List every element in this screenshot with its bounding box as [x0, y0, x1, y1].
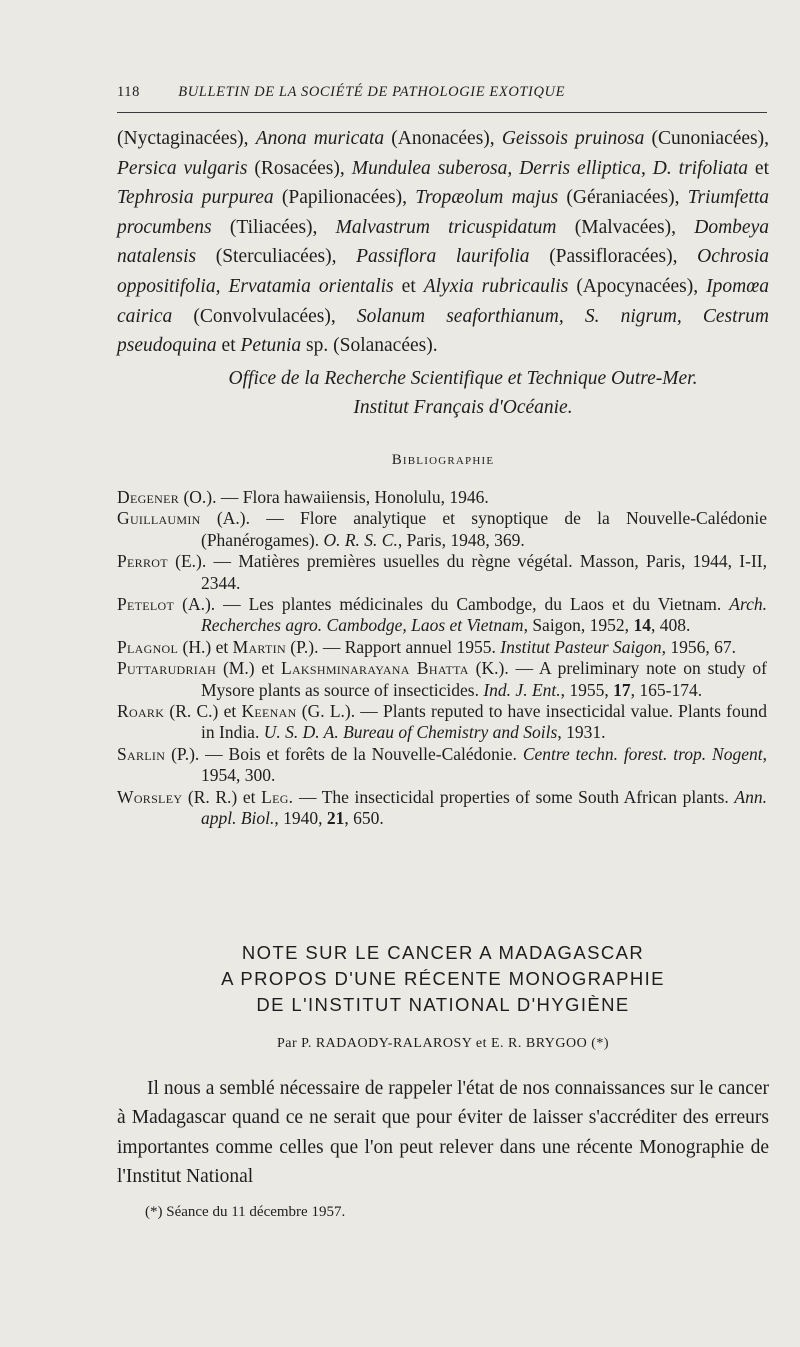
species-name: Anona muricata — [255, 128, 385, 149]
journal-name: Arch. Recherches agro. Cambodge, Laos et Vietnam — [201, 594, 767, 636]
reference-entry — [117, 658, 767, 701]
journal-name: O. R. S. C. — [323, 529, 398, 550]
reference-text: (R. C.) et — [164, 701, 242, 722]
reference-entry — [117, 787, 767, 830]
article-title-line: DE L'INSTITUT NATIONAL D'HYGIÈNE — [256, 994, 630, 1015]
author-name: Degener — [117, 487, 180, 507]
reference-text: (A.). — Les plantes médicinales du Cambodge, du Laos et du Vietnam. — [174, 594, 730, 615]
bibliography-heading: Bibliographie — [391, 452, 495, 468]
reference-text: , 1954, 300. — [201, 743, 767, 786]
species-name: Passiflora laurifolia — [356, 246, 530, 268]
text-run: et — [393, 275, 424, 297]
reference-text: — The insecticidal properties of some South African plants. — [293, 786, 735, 807]
species-name: Solanum seaforthianum, S. nigrum, Cestrum pseudoquina — [117, 305, 769, 357]
text-run: et — [748, 157, 770, 179]
author-name: Plagnol — [117, 636, 179, 657]
reference-text: (H.) et — [178, 636, 233, 657]
reference-text: (R. R.) et — [182, 786, 262, 807]
species-name: Ipomœa cairica — [117, 275, 770, 327]
text-run: (Convolvulacées), — [172, 305, 357, 327]
species-name: Triumfetta procumbens — [117, 187, 770, 238]
author-name: Keenan — [241, 701, 297, 722]
bibliography-list — [117, 487, 767, 830]
author-name: Leg. — [261, 786, 294, 807]
article-title-line: NOTE SUR LE CANCER A MADAGASCAR — [241, 942, 645, 963]
page-number: 118 — [117, 84, 141, 100]
volume-number: 21 — [326, 808, 345, 829]
text-run: (Papilionacées), — [273, 187, 416, 209]
journal-name: Centre techn. forest. trop. Nogent — [522, 743, 763, 764]
journal-name: U. S. D. A. Bureau of Chemistry and Soils — [263, 722, 558, 743]
author-name: Perrot — [117, 551, 168, 572]
reference-entry — [117, 487, 767, 508]
author-name: Puttarudriah — [117, 658, 217, 679]
text-run: (Géraniacées), — [558, 187, 688, 209]
reference-entry — [117, 508, 767, 551]
species-name: Mundulea suberosa, Derris elliptica, D. trifoliata — [351, 157, 748, 179]
author-name: Guillaumin — [117, 508, 201, 529]
text-run: (Anonacées), — [384, 128, 502, 149]
running-header — [117, 84, 767, 101]
species-name: Petunia — [240, 335, 302, 357]
journal-name: Institut Pasteur Saigon — [500, 636, 662, 657]
text-run: et — [216, 335, 241, 357]
journal-name: Ann. appl. Biol. — [201, 786, 767, 829]
volume-number: 17 — [613, 679, 631, 700]
reference-text: (K.). — A preliminary note on study of Mysore plants as source of insecticides. — [201, 658, 767, 700]
reference-text: , 1955, — [560, 679, 614, 700]
reference-text: , 1956, 67. — [661, 636, 737, 657]
reference-text: (E.). — Matières premières usuelles du règne végétal. Masson, Paris, 1944, I-II, 2344. — [167, 551, 767, 593]
species-name: Persica vulgaris — [117, 157, 248, 179]
species-name: Malvastrum tricuspidatum — [335, 216, 557, 238]
affiliation-line-1: Office de la Recherche Scientifique et Technique Outre-Mer. — [228, 368, 698, 389]
reference-text: , 1931. — [557, 722, 606, 743]
journal-name: Ind. J. Ent. — [483, 679, 561, 700]
reference-text: , 1940, — [274, 808, 327, 829]
text-run: (Rosacées), — [247, 157, 352, 179]
reference-entry — [117, 744, 767, 787]
article-title — [117, 940, 769, 1018]
species-name: Dombeya natalensis — [117, 216, 769, 268]
author-name: Martin — [232, 636, 286, 657]
reference-text: , 408. — [650, 615, 691, 636]
text-run: (Apocynacées), — [568, 275, 707, 297]
reference-entry — [117, 594, 767, 637]
author-name: Lakshminarayana Bhatta — [280, 658, 469, 679]
article-byline: Par P. RADAODY-RALAROSY et E. R. BRYGOO (*) — [276, 1036, 610, 1051]
volume-number: 14 — [633, 615, 651, 636]
text-run: (Cunoniacées), — [644, 128, 769, 149]
species-name: Alyxia rubricaulis — [423, 275, 569, 297]
author-name: Sarlin — [117, 743, 166, 764]
reference-text: , 165-174. — [630, 679, 703, 700]
reference-text: (A.). — Flore analytique et synoptique de la Nouvelle-Calédonie (Phanérogames). — [200, 508, 767, 550]
species-name: Geissois pruinosa — [501, 128, 645, 149]
reference-entry — [117, 701, 767, 744]
author-name: Petelot — [117, 594, 175, 615]
species-name: Tephrosia purpurea — [117, 187, 274, 209]
reference-entry — [117, 551, 767, 594]
journal-title: BULLETIN DE LA SOCIÉTÉ DE PATHOLOGIE EXOTIQUE — [178, 84, 566, 100]
author-name: Roark — [117, 701, 165, 722]
text-run: (Nyctaginacées), — [117, 128, 256, 149]
text-run: (Sterculiacées), — [196, 246, 357, 268]
article-title-line: A PROPOS D'UNE RÉCENTE MONOGRAPHIE — [221, 968, 665, 989]
footnote: (*) Séance du 11 décembre 1957. — [145, 1204, 346, 1220]
affiliation-line-2: Institut Français d'Océanie. — [353, 397, 573, 418]
header-rule — [117, 112, 767, 113]
text-run: sp. (Solanacées). — [301, 335, 438, 357]
text-run: (Passifloracées), — [529, 246, 698, 268]
species-name: Ochrosia oppositifolia, Ervatamia orientalis — [117, 246, 769, 297]
reference-text: (P.). — Bois et forêts de la Nouvelle-Calédonie. — [165, 743, 523, 764]
species-name: Tropæolum majus — [415, 187, 559, 209]
text-run: (Tiliacées), — [211, 216, 336, 238]
reference-text: , 650. — [344, 808, 384, 829]
reference-text: (P.). — Rapport annuel 1955. — [285, 636, 501, 657]
text-run: (Malvacées), — [556, 216, 695, 238]
reference-text: , Saigon, 1952, — [523, 615, 634, 636]
reference-entry — [117, 637, 767, 658]
reference-text: (G. L.). — Plants reputed to have insecticidal value. Plants found in India. — [201, 701, 767, 743]
author-name: Worsley — [117, 786, 183, 807]
reference-text: (O.). — Flora hawaiiensis, Honolulu, 1946. — [179, 487, 489, 507]
reference-text: (M.) et — [216, 658, 281, 679]
article-body: Il nous a semblé nécessaire de rappeler l'état de nos connaissances sur le cancer à Madagascar quand ce ne serait que pour éviter de laisser s'accréditer des erreurs importantes comme celles que l'on peut relever dans une récente Monographie de l'Institut National — [117, 1078, 769, 1188]
plants-paragraph — [117, 124, 769, 361]
reference-text: , Paris, 1948, 369. — [397, 529, 525, 550]
affiliation-block — [117, 364, 769, 422]
